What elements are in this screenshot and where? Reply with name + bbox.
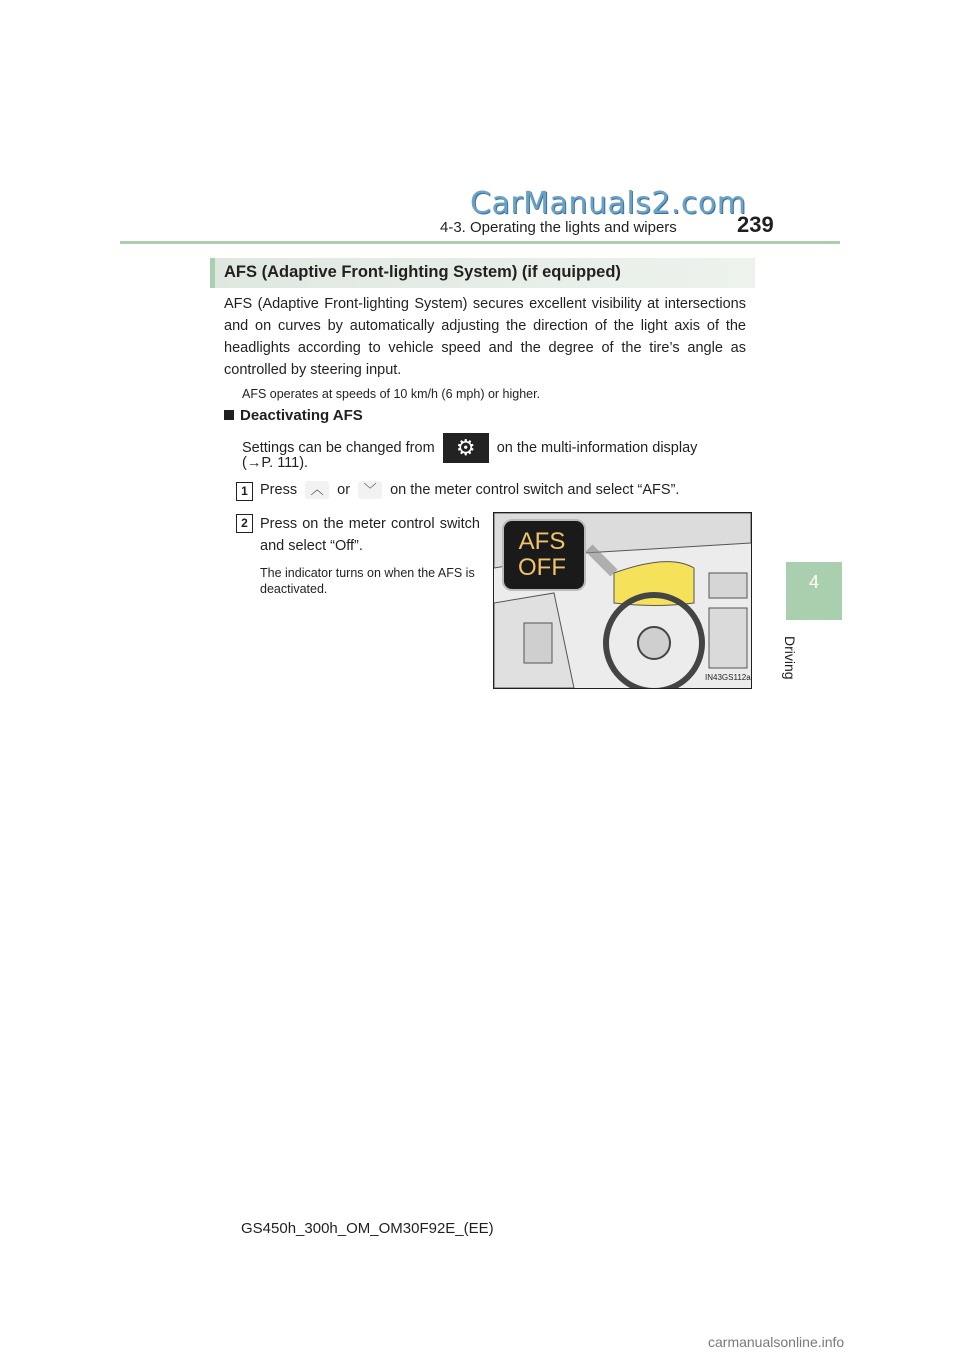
header-section-title: 4-3. Operating the lights and wipers (440, 219, 677, 236)
step-1-or: or (337, 481, 351, 498)
settings-text-before: Settings can be changed from (242, 439, 435, 456)
subsection-title: Deactivating AFS (240, 407, 363, 424)
step-1-press: Press (260, 481, 298, 498)
step-2-text: Press on the meter control switch and select “Off”. (260, 516, 480, 554)
watermark-top: CarManuals2.com (470, 186, 747, 221)
step-2-note: The indicator turns on when the AFS is deactivated. (260, 566, 475, 596)
gear-icon: ⚙ (443, 433, 489, 463)
chapter-label: Driving (782, 636, 798, 680)
body-paragraph: AFS (Adaptive Front-lighting System) secures excellent visibility at intersections and on curves by automatically adjusting the direction of the light axis of the headlights according to vehicle speed and the degree of the tire’s angle as controlled by steering input. (224, 296, 746, 378)
chapter-number: 4 (808, 572, 819, 592)
step-1-after: on the meter control switch and select “AFS”. (390, 481, 680, 498)
illustration-code: IN43GS112a (705, 673, 751, 682)
chevron-up-icon: ︿ (305, 481, 329, 499)
subsection-heading (224, 407, 363, 424)
header-divider (120, 241, 840, 244)
speed-note: AFS operates at speeds of 10 km/h (6 mph) or higher. (242, 387, 541, 401)
step-2-badge: 2 (236, 514, 253, 533)
square-bullet-icon (224, 410, 234, 420)
section-title: AFS (Adaptive Front-lighting System) (if equipped) (224, 263, 621, 281)
page-reference: (→P. 111). (242, 455, 309, 471)
step-1-badge: 1 (236, 482, 253, 501)
watermark-bottom: carmanualsonline.info (708, 1334, 845, 1350)
chevron-down-icon: ﹀ (358, 481, 382, 499)
step-1-text (260, 481, 679, 499)
settings-line (242, 433, 697, 463)
settings-text-after: on the multi-information display (496, 439, 698, 456)
footer-manual-code: GS450h_300h_OM_OM30F92E_(EE) (241, 1220, 494, 1237)
afs-indicator-line2: OFF (518, 554, 566, 581)
page-number: 239 (737, 212, 774, 237)
afs-indicator-line1: AFS (518, 528, 566, 555)
